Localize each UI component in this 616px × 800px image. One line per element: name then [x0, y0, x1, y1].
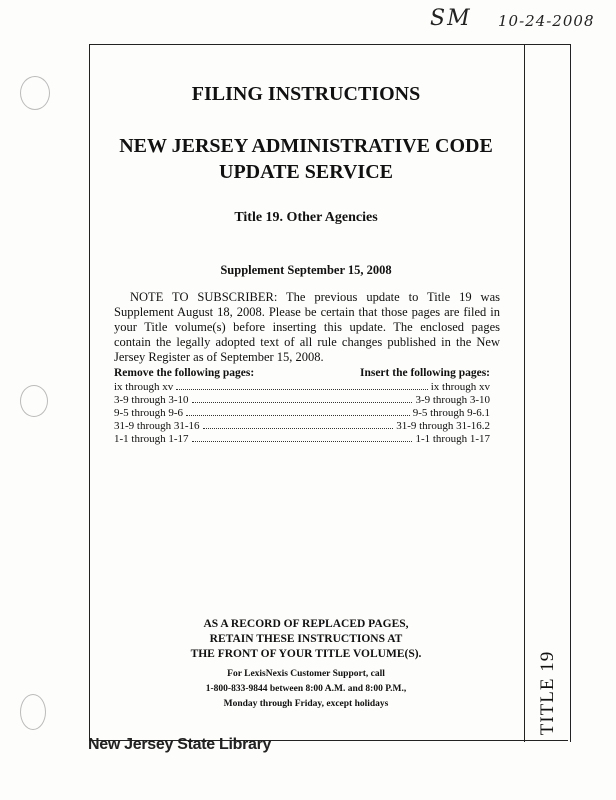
- subscriber-note: NOTE TO SUBSCRIBER: The previous update to Title 19 was Supplement August 18, 2008. Please be certain that those pages are filed in your Title volume(s) before inserting this update. The enclosed pages contain the legally adopted text of all rule changes published in the New Jersey Register as of September 15, 2008.: [114, 290, 500, 364]
- page-replacement-table: [114, 367, 490, 446]
- tab-label: TITLE 19: [536, 650, 558, 736]
- dot-leader: [176, 389, 427, 390]
- record-line: RETAIN THESE INSTRUCTIONS AT: [209, 633, 403, 645]
- support-line: Monday through Friday, except holidays: [223, 699, 389, 709]
- table-row: [114, 420, 490, 433]
- dot-leader: [192, 402, 413, 403]
- insert-pages: 9-5 through 9-6.1: [412, 407, 490, 419]
- insert-header: Insert the following pages:: [359, 367, 490, 379]
- remove-pages: 31-9 through 31-16: [114, 420, 200, 432]
- customer-support: [90, 667, 522, 712]
- remove-pages: 1-1 through 1-17: [114, 433, 189, 445]
- remove-header: Remove the following pages:: [114, 367, 255, 379]
- remove-pages: 9-5 through 9-6: [114, 407, 184, 419]
- library-stamp: New Jersey State Library: [88, 736, 272, 753]
- table-row: [114, 394, 490, 407]
- code-title-line: UPDATE SERVICE: [219, 161, 393, 183]
- table-header: [114, 367, 490, 380]
- remove-pages: 3-9 through 3-10: [114, 394, 189, 406]
- record-instructions: [90, 617, 522, 662]
- support-line: 1-800-833-9844 between 8:00 A.M. and 8:00 P.M.,: [205, 684, 407, 694]
- dot-leader: [203, 428, 394, 429]
- handwritten-date: 10-24-2008: [498, 12, 595, 30]
- insert-pages: ix through xv: [430, 381, 490, 393]
- code-title-line: NEW JERSEY ADMINISTRATIVE CODE: [119, 135, 493, 157]
- support-line: For LexisNexis Customer Support, call: [227, 669, 385, 679]
- supplement-date: Supplement September 15, 2008: [220, 263, 392, 277]
- insert-pages: 31-9 through 31-16.2: [396, 420, 490, 432]
- code-title: [90, 133, 522, 185]
- remove-pages: ix through xv: [114, 381, 174, 393]
- table-row: [114, 381, 490, 394]
- page-title: FILING INSTRUCTIONS: [191, 83, 421, 105]
- insert-pages: 3-9 through 3-10: [415, 394, 490, 406]
- binder-hole-middle: [20, 385, 48, 417]
- table-row: [114, 407, 490, 420]
- record-line: THE FRONT OF YOUR TITLE VOLUME(S).: [190, 648, 422, 660]
- dot-leader: [192, 441, 413, 442]
- dot-leader: [186, 415, 410, 416]
- table-row: [114, 433, 490, 446]
- binder-hole-bottom: [20, 694, 46, 730]
- handwritten-initials: SM: [430, 6, 472, 31]
- record-line: AS A RECORD OF REPLACED PAGES,: [203, 618, 409, 630]
- title-tab: [524, 44, 571, 742]
- insert-pages: 1-1 through 1-17: [415, 433, 490, 445]
- agency-title: Title 19. Other Agencies: [234, 210, 378, 225]
- binder-hole-top: [20, 76, 50, 110]
- handwritten-annotation: [430, 2, 610, 42]
